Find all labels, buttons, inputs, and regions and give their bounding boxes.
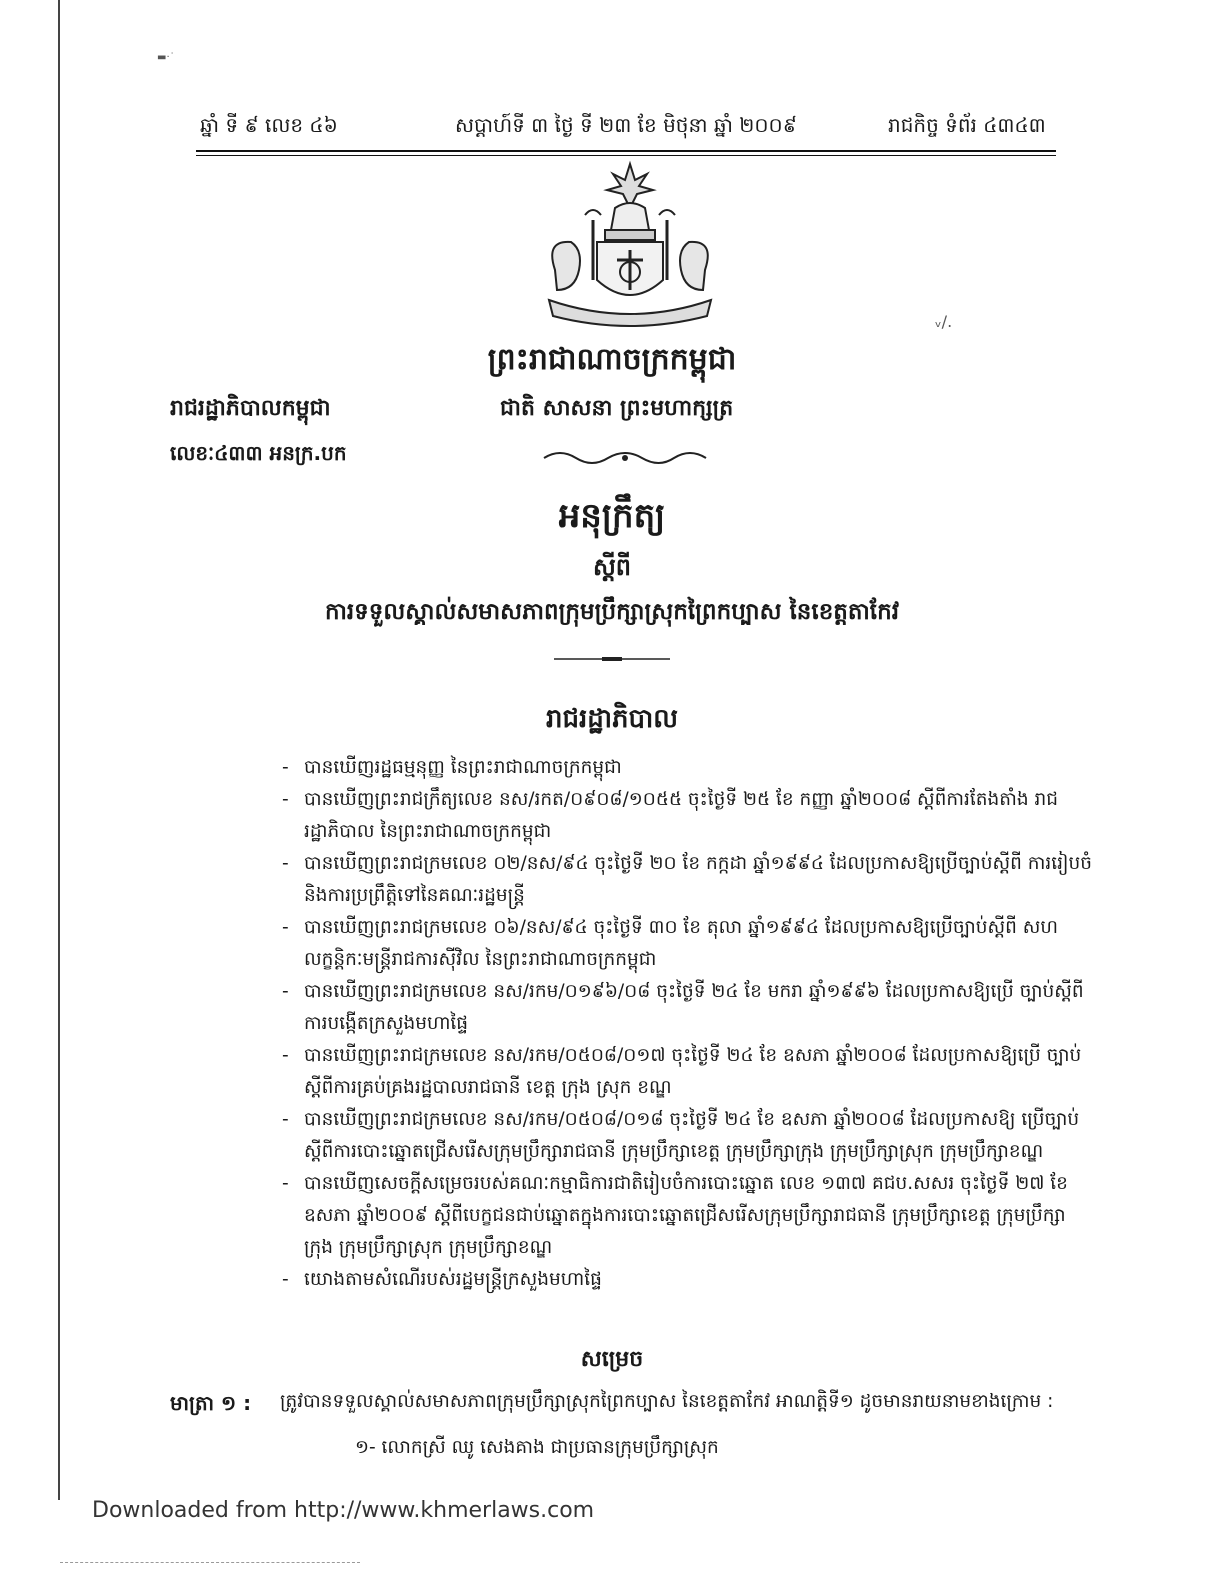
gazette-year-number: ឆ្នាំ ទី ៩ លេខ ៤៦ [200,113,338,137]
gazette-page: រាជកិច្ច ទំព័រ ៤៣៤៣ [888,113,1046,137]
scan-bottom-line [60,1562,360,1563]
visa-text: បានឃើញព្រះរាជក្រឹត្យលេខ នស/រកត/០៩០៨/១០៥៥ ចុះថ្ងៃទី ២៥ ខែ កញ្ញា ឆ្នាំ២០០៨ ស្តីពីការតែងតាំង រាជរដ្ឋាភិបាល នៃព្រះរាជាណាចក្រកម្ពុជា [304,789,1058,842]
list-item: - បានឃើញព្រះរាជក្រមលេខ ០៦/នស/៩៤ ចុះថ្ងៃទី ៣០ ខែ តុលា ឆ្នាំ១៩៩៤ ដែលប្រកាសឱ្យប្រើច្បាប់ស្តីពី សហលក្ខន្តិកៈមន្ត្រីរាជការស៊ីវិល នៃព្រះរាជាណាចក្រកម្ពុជា [282,917,1058,970]
visa-text: បានឃើញរដ្ឋធម្មនុញ្ញ នៃព្រះរាជាណាចក្រកម្ពុជា [304,757,622,778]
list-item: - បានឃើញព្រះរាជក្រឹត្យលេខ នស/រកត/០៩០៨/១០៥៥ ចុះថ្ងៃទី ២៥ ខែ កញ្ញា ឆ្នាំ២០០៨ ស្តីពីការតែងតាំង រាជរដ្ឋាភិបាល នៃព្រះរាជាណាចក្រកម្ពុជា [282,789,1058,842]
kingdom-name: ព្រះរាជាណាចក្រកម្ពុជា [487,342,737,377]
list-item: - បានឃើញព្រះរាជក្រមលេខ នស/រកម/០១៩៦/០៨ ចុះថ្ងៃទី ២៤ ខែ មករា ឆ្នាំ១៩៩៦ ដែលប្រកាសឱ្យប្រើ ច្បាប់ស្តីពីការបង្កើតក្រសួងមហាផ្ទៃ [282,981,1084,1034]
gazette-date: សប្តាហ៍ទី ៣ ថ្ងៃ ទី ២៣ ខែ មិថុនា ឆ្នាំ ២០០៩ [455,113,797,137]
article-label: មាត្រា ១ : [170,1391,252,1415]
list-item: - បានឃើញរដ្ឋធម្មនុញ្ញ នៃព្រះរាជាណាចក្រកម្ពុជា [282,757,622,778]
list-item: - បានឃើញសេចក្តីសម្រេចរបស់គណៈកម្មាធិការជាតិរៀបចំការបោះឆ្នោត លេខ ១៣៧ គជប.សសរ ចុះថ្ងៃទី ២៧ ខែ ឧសភា ឆ្នាំ២០០៩ ស្តីពីបេក្ខជនជាប់ឆ្នោតក្នុងការបោះឆ្នោតជ្រើសរើសក្រុមប្រឹក្សារាជធានី ក្រុមប្រឹក្សាខេត្ត ក្រុមប្រឹក្សាក្រុង ក្រុមប្រឹក្សាស្រុក ក្រុមប្រឹក្សាខណ្ឌ [282,1173,1068,1258]
list-item: - បានឃើញព្រះរាជក្រមលេខ នស/រកម/០៥០៨/០១៨ ចុះថ្ងៃទី ២៤ ខែ ឧសភា ឆ្នាំ២០០៨ ដែលប្រកាសឱ្យ ប្រើច្បាប់ស្តីពីការបោះឆ្នោតជ្រើសរើសក្រុមប្រឹក្សារាជធានី ក្រុមប្រឹក្សាខេត្ត ក្រុមប្រឹក្សាក្រុង ក្រុមប្រឹក្សាស្រុក ក្រុមប្រឹក្សាខណ្ឌ [282,1109,1080,1162]
list-item: - បានឃើញព្រះរាជក្រមលេខ ០២/នស/៩៤ ចុះថ្ងៃទី ២០ ខែ កក្កដា ឆ្នាំ១៩៩៤ ដែលប្រកាសឱ្យប្រើច្បាប់ស្តីពី ការរៀបចំ និងការប្រព្រឹត្តិទៅនៃគណៈរដ្ឋមន្ត្រី [282,853,1092,906]
visa-text: បានឃើញសេចក្តីសម្រេចរបស់គណៈកម្មាធិការជាតិរៀបចំការបោះឆ្នោត លេខ ១៣៧ គជប.សសរ ចុះថ្ងៃទី ២៧ ខែ ឧសភា ឆ្នាំ២០០៩ ស្តីពីបេក្ខជនជាប់ឆ្នោតក្នុងការបោះឆ្នោតជ្រើសរើសក្រុមប្រឹក្សារាជធានី ក្រុមប្រឹក្សាខេត្ត ក្រុមប្រឹក្សាក្រុង ក្រុមប្រឹក្សាស្រុក ក្រុមប្រឹក្សាខណ្ឌ [304,1173,1068,1258]
government-name: រាជរដ្ឋាភិបាលកម្ពុជា [170,396,331,421]
national-motto: ជាតិ សាសនា ព្រះមហាក្សត្រ [500,396,734,421]
scan-artifact: ᵥ/. [935,312,953,331]
visa-text: បានឃើញព្រះរាជក្រមលេខ ០២/នស/៩៤ ចុះថ្ងៃទី ២០ ខែ កក្កដា ឆ្នាំ១៩៩៤ ដែលប្រកាសឱ្យប្រើច្បាប់ស្តីពី ការរៀបចំ និងការប្រព្រឹត្តិទៅនៃគណៈរដ្ឋមន្ត្រី [304,853,1092,906]
visa-text: យោងតាមសំណើរបស់រដ្ឋមន្ត្រីក្រសួងមហាផ្ទៃ [304,1269,602,1290]
visa-text: បានឃើញព្រះរាជក្រមលេខ នស/រកម/០៥០៨/០១៧ ចុះថ្ងៃទី ២៤ ខែ ឧសភា ឆ្នាំ២០០៨ ដែលប្រកាសឱ្យប្រើ ច្បាប់ស្តីពីការគ្រប់គ្រងរដ្ឋបាលរាជធានី ខេត្ត ក្រុង ស្រុក ខណ្ឌ [304,1045,1082,1098]
visa-text: បានឃើញព្រះរាជក្រមលេខ ០៦/នស/៩៤ ចុះថ្ងៃទី ៣០ ខែ តុលា ឆ្នាំ១៩៩៤ ដែលប្រកាសឱ្យប្រើច្បាប់ស្តីពី សហលក្ខន្តិកៈមន្ត្រីរាជការស៊ីវិល នៃព្រះរាជាណាចក្រកម្ពុជា [304,917,1058,970]
scan-artifact: ▬·˙ [157,52,175,63]
ornament-divider-icon [540,446,710,468]
decree-subject: ការទទួលស្គាល់សមាសភាពក្រុមប្រឹក្សាស្រុកព្រៃកប្បាស នៃខេត្តតាកែវ [324,599,900,625]
list-item: - យោងតាមសំណើរបស់រដ្ឋមន្ត្រីក្រសួងមហាផ្ទៃ [282,1269,602,1290]
download-source-footer: Downloaded from http://www.khmerlaws.com [92,1498,595,1523]
header-rule [196,150,1056,156]
list-item: - បានឃើញព្រះរាជក្រមលេខ នស/រកម/០៥០៨/០១៧ ចុះថ្ងៃទី ២៤ ខែ ឧសភា ឆ្នាំ២០០៨ ដែលប្រកាសឱ្យប្រើ ច្បាប់ស្តីពីការគ្រប់គ្រងរដ្ឋបាលរាជធានី ខេត្ត ក្រុង ស្រុក ខណ្ឌ [282,1045,1082,1098]
reference-number: លេខៈ៤៣៣ អនក្រ.បក [170,441,347,465]
decision-heading: សម្រេច [580,1347,644,1372]
visa-text: បានឃើញព្រះរាជក្រមលេខ នស/រកម/០១៩៦/០៨ ចុះថ្ងៃទី ២៤ ខែ មករា ឆ្នាំ១៩៩៦ ដែលប្រកាសឱ្យប្រើ ច្បាប់ស្តីពីការបង្កើតក្រសួងមហាផ្ទៃ [304,981,1084,1034]
decree-on-label: ស្តីពី [592,553,632,581]
title-divider-icon [554,656,670,662]
government-heading: រាជរដ្ឋាភិបាល [545,704,679,734]
visa-list [282,752,1092,1296]
member-entry: ១- លោកស្រី ឈូ សេងគាង ជាប្រធានក្រុមប្រឹក្សាស្រុក [355,1437,719,1458]
scan-margin-line [58,0,60,1500]
article-text: ត្រូវបានទទួលស្គាល់សមាសភាពក្រុមប្រឹក្សាស្រុកព្រៃកប្បាស នៃខេត្តតាកែវ អាណត្តិទី១ ដូចមានរាយនាមខាងក្រោម : [280,1391,1054,1412]
royal-coat-of-arms-icon [535,160,725,330]
visa-text: បានឃើញព្រះរាជក្រមលេខ នស/រកម/០៥០៨/០១៨ ចុះថ្ងៃទី ២៤ ខែ ឧសភា ឆ្នាំ២០០៨ ដែលប្រកាសឱ្យ ប្រើច្បាប់ស្តីពីការបោះឆ្នោតជ្រើសរើសក្រុមប្រឹក្សារាជធានី ក្រុមប្រឹក្សាខេត្ត ក្រុមប្រឹក្សាក្រុង ក្រុមប្រឹក្សាស្រុក ក្រុមប្រឹក្សាខណ្ឌ [304,1109,1080,1162]
document-type-title: អនុក្រឹត្យ [558,496,666,536]
